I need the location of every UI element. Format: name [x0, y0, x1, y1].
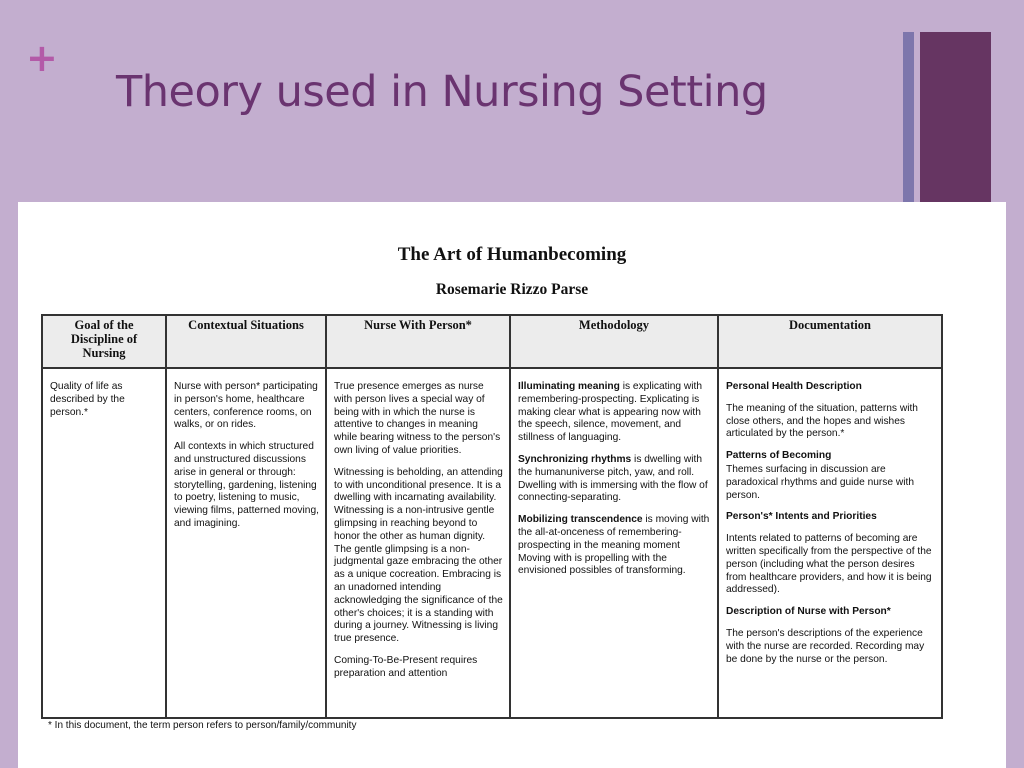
cell-methodology — [510, 368, 718, 718]
cell-documentation — [718, 368, 942, 718]
header-nurse-with-person: Nurse With Person* — [326, 315, 510, 368]
doc-text-4: The person's descriptions of the experience with the nurse are recorded. Recording may be done by the nurse or the person. — [726, 627, 925, 665]
plus-icon: + — [26, 36, 58, 80]
header-contextual-situations: Contextual Situations — [166, 315, 326, 368]
nurse-paragraph-2: Witnessing is beholding, an attending to with unconditional presence. It is a dwelling with incarnating availability. Witnessing is a non-intrusive gentle glimpsing in reaching beyond to honor the other as human dignity. The gentle glimpsing is a non-judgmental gaze embracing the other as a unique cocreation. Embracing is an unadorned intending acknowledging the significance of the other's choices; it is a standing with during a journey. Witnessing is living true presence. — [334, 466, 503, 645]
context-paragraph-2: All contexts in which structured and unstructured discussions arise in general or through: storytelling, gardening, listening to poetry, listening to music, viewing films, patterned moving, and imagining. — [174, 441, 319, 529]
nurse-paragraph-3: Coming-To-Be-Present requires preparation and attention — [334, 654, 478, 679]
nurse-paragraph-1: True presence emerges as nurse with person lives a special way of being with in which the nurse is attentive to changes in meaning while bearing witness to the person's own living of value priorities. — [334, 381, 501, 456]
method-lead-3: Mobilizing transcendence — [518, 514, 643, 526]
document-image — [18, 202, 1006, 768]
cell-goal — [42, 368, 166, 718]
humanbecoming-table — [41, 314, 943, 719]
header-goal: Goal of the Discipline of Nursing — [42, 315, 166, 368]
context-paragraph-1: Nurse with person* participating in person's home, healthcare centers, conference rooms, on walks, or on rides. — [174, 381, 318, 431]
method-paragraph-1 — [518, 381, 711, 445]
doc-heading-1: Personal Health Description — [726, 381, 862, 392]
doc-heading-4: Description of Nurse with Person* — [726, 606, 891, 618]
table-row — [42, 368, 942, 718]
method-text-2: is dwelling with the humanuniverse pitch, yaw, and roll. Dwelling with is immersing with the flow of connecting-separating. — [518, 453, 708, 504]
cell-contextual-situations — [166, 368, 326, 718]
doc-text-2: Themes surfacing in discussion are paradoxical rhythms and guide nurse with person. — [726, 463, 915, 501]
doc-heading-2: Patterns of Becoming — [726, 450, 832, 462]
footnote: * In this document, the term person refers to person/family/community — [48, 720, 357, 731]
table-header-row — [42, 315, 942, 368]
goal-text: Quality of life as described by the person.* — [50, 381, 125, 418]
method-text-3: is moving with the all-at-onceness of remembering-prospecting in the meaning moment Moving with is propelling with the envisioned possibles of transforming. — [518, 514, 710, 577]
header-methodology: Methodology — [510, 315, 718, 368]
cell-nurse-with-person — [326, 368, 510, 718]
decorative-bar-thin — [903, 32, 914, 202]
method-paragraph-2 — [518, 454, 711, 505]
document-title: The Art of Humanbecoming — [397, 244, 627, 265]
method-lead-2: Synchronizing rhythms — [518, 453, 632, 465]
method-paragraph-3 — [518, 514, 711, 578]
method-lead-1: Illuminating meaning — [518, 381, 620, 392]
doc-text-1: The meaning of the situation, patterns with close others, and the hopes and wishes articulated by the person.* — [726, 402, 918, 440]
document-author: Rosemarie Rizzo Parse — [435, 281, 589, 298]
doc-text-3: Intents related to patterns of becoming are written specifically from the perspective of the person (including what the person desires from healthcare providers, and how it is being addressed). — [726, 533, 932, 596]
decorative-bar-thick — [920, 32, 991, 202]
header-documentation: Documentation — [718, 315, 942, 368]
method-text-1: is explicating with remembering-prospecting. Explicating is making clear what is appearing now with the speech, silence, movement, and stillness of languaging. — [518, 381, 702, 444]
slide-title: Theory used in Nursing Setting — [116, 67, 768, 117]
doc-heading-3: Person's* Intents and Priorities — [726, 511, 877, 523]
